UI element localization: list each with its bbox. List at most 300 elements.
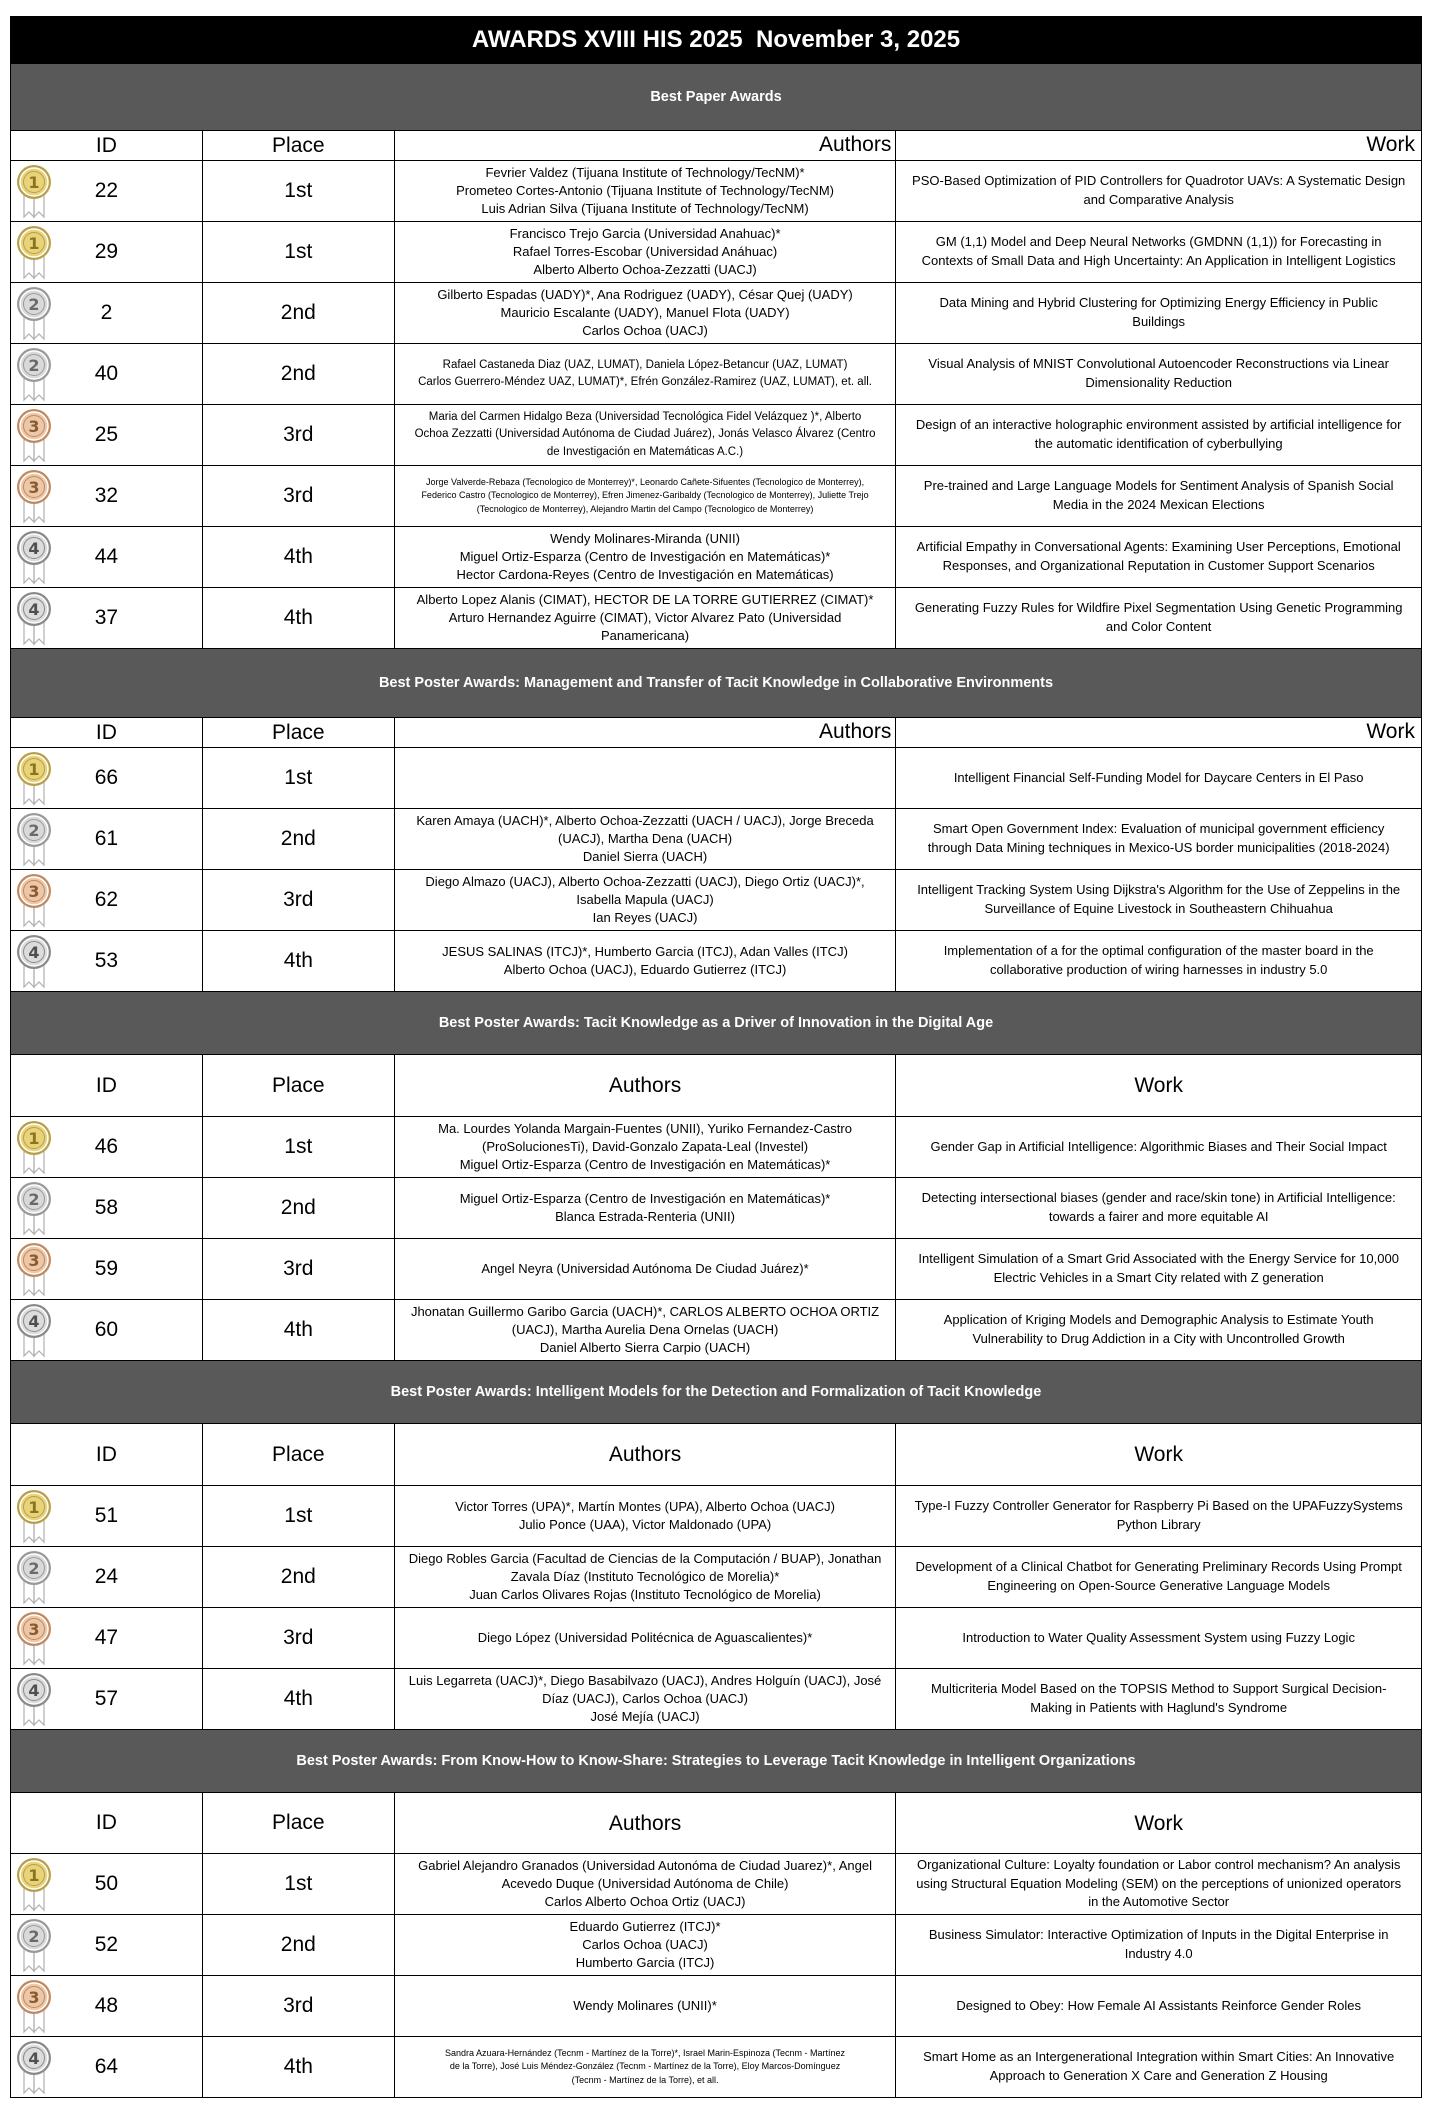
place-cell: 3rd — [203, 870, 395, 931]
authors-cell — [395, 222, 897, 283]
id-cell — [11, 1669, 203, 1730]
work-title-line: towards a fairer and more equitable AI — [1048, 1209, 1269, 1224]
svg-text:1: 1 — [28, 1498, 40, 1517]
table-row — [10, 1669, 1422, 1730]
authors-cell — [395, 161, 897, 222]
column-header-place: Place — [203, 1424, 395, 1486]
work-title-line: and Comparative Analysis — [1083, 192, 1234, 207]
work-title-line: Data Mining and Hybrid Clustering for Optimizing Energy Efficiency in Public — [939, 295, 1378, 311]
author-line: Daniel Sierra (UACH) — [582, 849, 708, 865]
table-row — [10, 2037, 1422, 2098]
paper-id: 32 — [94, 484, 119, 507]
work-cell — [896, 1547, 1422, 1608]
medal-icon-rank-1 — [15, 1119, 53, 1175]
authors-cell — [395, 588, 897, 649]
svg-text:4: 4 — [28, 600, 40, 619]
place-cell: 2nd — [203, 1915, 395, 1976]
authors-cell — [395, 931, 897, 992]
table-row — [10, 1608, 1422, 1669]
medal-icon-rank-4 — [15, 529, 53, 585]
svg-text:3: 3 — [28, 478, 40, 497]
work-title-line: Media in the 2024 Mexican Elections — [1052, 497, 1265, 512]
table-row — [10, 748, 1422, 809]
id-cell — [11, 588, 203, 649]
author-line: Zavala Díaz (Instituto Tecnológico de Morelia)* — [510, 1568, 780, 1584]
place-cell: 4th — [203, 527, 395, 588]
work-title-line: Approach to Generation X Care and Generation Z Housing — [989, 2068, 1328, 2083]
authors-cell — [395, 1117, 897, 1178]
author-line: José Mejía (UACJ) — [590, 1709, 700, 1725]
id-cell — [11, 748, 203, 809]
svg-text:4: 4 — [28, 943, 40, 962]
authors-cell — [395, 466, 897, 527]
svg-text:1: 1 — [28, 760, 40, 779]
medal-icon-rank-3 — [15, 1978, 53, 2034]
id-cell — [11, 1117, 203, 1178]
work-cell — [896, 809, 1422, 870]
table-row — [10, 1915, 1422, 1976]
authors-cell — [395, 748, 897, 809]
work-title-line: Development of a Clinical Chatbot for Generating Preliminary Records Using Prompt — [915, 1559, 1402, 1575]
place-cell: 1st — [203, 1854, 395, 1915]
author-line: Gilberto Espadas (UADY)*, Ana Rodriguez (UADY), César Quej (UADY) — [437, 286, 853, 302]
svg-text:2: 2 — [28, 1190, 40, 1209]
paper-id: 64 — [94, 2055, 119, 2078]
authors-cell — [395, 1239, 897, 1300]
id-cell — [11, 1486, 203, 1547]
column-header-authors: Authors — [395, 1793, 897, 1854]
svg-text:3: 3 — [28, 1251, 40, 1270]
author-line: (UACJ), Martha Aurelia Dena Ornelas (UACH) — [511, 1321, 779, 1337]
authors-cell — [395, 1608, 897, 1669]
work-title-line: collaborative production of wiring harnesses in industry 5.0 — [989, 962, 1328, 977]
author-line: Carlos Alberto Ochoa Ortiz (UACJ) — [544, 1894, 746, 1910]
id-cell — [11, 931, 203, 992]
authors-cell — [395, 1547, 897, 1608]
work-title-line: Intelligent Simulation of a Smart Grid Associated with the Energy Service for 10,000 — [918, 1251, 1399, 1267]
work-title-line: Responses, and Organizational Reputation in Customer Support Scenarios — [942, 558, 1375, 573]
paper-id: 52 — [94, 1933, 119, 1956]
awards-document — [10, 16, 1422, 2098]
paper-id: 62 — [94, 888, 119, 911]
author-line: Juan Carlos Olivares Rojas (Instituto Tecnológico de Morelia) — [469, 1587, 821, 1603]
table-row — [10, 405, 1422, 466]
work-title-line: Vulnerability to Drug Addiction in a City with Uncontrolled Growth — [972, 1331, 1345, 1346]
svg-text:2: 2 — [28, 356, 40, 375]
work-title-line: Business Simulator: Interactive Optimization of Inputs in the Digital Enterprise in — [928, 1927, 1389, 1943]
medal-icon-rank-4 — [15, 2039, 53, 2095]
column-header-work: Work — [896, 1424, 1422, 1486]
work-cell — [896, 1178, 1422, 1239]
place-cell: 2nd — [203, 1547, 395, 1608]
medal-icon-rank-1 — [15, 224, 53, 280]
table-row — [10, 222, 1422, 283]
place-cell: 4th — [203, 2037, 395, 2098]
authors-cell — [395, 527, 897, 588]
work-title-line: Artificial Empathy in Conversational Agents: Examining User Perceptions, Emotional — [916, 539, 1401, 555]
authors-cell — [395, 1976, 897, 2037]
medal-icon-rank-2 — [15, 1180, 53, 1236]
award-sections — [10, 64, 1422, 2098]
author-line: Angel Neyra (Universidad Autónoma De Ciudad Juárez)* — [481, 1260, 809, 1276]
work-cell — [896, 466, 1422, 527]
id-cell — [11, 1915, 203, 1976]
table-row — [10, 1854, 1422, 1915]
work-title-line: PSO-Based Optimization of PID Controllers for Quadrotor UAVs: A Systematic Design — [912, 173, 1406, 189]
svg-text:3: 3 — [28, 417, 40, 436]
author-line: Carlos Guerrero-Méndez UAZ, LUMAT)*, Efrén González-Ramirez (UAZ, LUMAT), et. all. — [418, 376, 872, 388]
id-cell — [11, 1976, 203, 2037]
work-title-line: Multicriteria Model Based on the TOPSIS Method to Support Surgical Decision- — [930, 1681, 1387, 1697]
table-row — [10, 1117, 1422, 1178]
paper-id: 51 — [94, 1504, 119, 1527]
work-cell — [896, 1976, 1422, 2037]
paper-id: 29 — [94, 240, 119, 263]
svg-text:3: 3 — [28, 1620, 40, 1639]
author-line: Rafael Torres-Escobar (Universidad Anáhuac) — [512, 243, 778, 259]
work-title-line: Python Library — [1116, 1517, 1201, 1532]
table-row — [10, 283, 1422, 344]
work-title-line: using Structural Equation Modeling (SEM) on the perceptions of unionized operators — [916, 1875, 1402, 1891]
author-line: Ma. Lourdes Yolanda Margain-Fuentes (UNII), Yuriko Fernandez-Castro — [438, 1120, 852, 1136]
work-title-line: through Data Mining techniques in Mexico-US border municipalities (2018-2024) — [927, 840, 1390, 855]
section-heading: Best Poster Awards: Tacit Knowledge as a Driver of Innovation in the Digital Age — [10, 992, 1422, 1055]
work-title-line: Gender Gap in Artificial Intelligence: Algorithmic Biases and Their Social Impact — [930, 1138, 1387, 1154]
work-title-line: Introduction to Water Quality Assessment System using Fuzzy Logic — [962, 1629, 1355, 1645]
place-cell: 2nd — [203, 283, 395, 344]
work-cell — [896, 1608, 1422, 1669]
author-line: Miguel Ortiz-Esparza (Centro de Investigación en Matemáticas)* — [459, 1157, 831, 1173]
author-line: (Tecnm - Martínez de la Torre), et all. — [571, 2074, 719, 2085]
author-line: Maria del Carmen Hidalgo Beza (Universidad Tecnológica Fidel Velázquez )*, Alberto — [428, 411, 862, 424]
author-line: de la Torre), José Luis Méndez-González (Tecnm - Martínez de la Torre), Eloy Marcos-Domínguez — [449, 2061, 841, 2072]
work-title-line: in the Automotive Sector — [1088, 1894, 1230, 1910]
paper-id: 44 — [94, 545, 119, 568]
work-title-line: Contexts of Small Data and High Uncertainty: An Application in Intelligent Logistics — [921, 253, 1396, 268]
svg-text:4: 4 — [28, 539, 40, 558]
page-title: AWARDS XVIII HIS 2025 November 3, 2025 — [10, 16, 1422, 64]
work-cell — [896, 1117, 1422, 1178]
authors-cell — [395, 809, 897, 870]
work-cell — [896, 1239, 1422, 1300]
work-cell — [896, 1854, 1422, 1915]
medal-icon-rank-2 — [15, 1917, 53, 1973]
column-header-id: ID — [11, 1793, 203, 1854]
id-cell — [11, 405, 203, 466]
work-cell — [896, 344, 1422, 405]
author-line: Miguel Ortiz-Esparza (Centro de Investigación en Matemáticas)* — [459, 1190, 831, 1206]
work-title-line: Industry 4.0 — [1124, 1946, 1193, 1961]
author-line: Karen Amaya (UACH)*, Alberto Ochoa-Zezzatti (UACH / UACJ), Jorge Breceda — [416, 812, 874, 828]
table-row — [10, 344, 1422, 405]
table-row — [10, 1547, 1422, 1608]
author-line: Wendy Molinares-Miranda (UNII) — [550, 530, 740, 546]
medal-icon-rank-3 — [15, 872, 53, 928]
work-title-line: Engineering on Open-Source Generative Language Models — [987, 1578, 1330, 1593]
author-line: Diego López (Universidad Politécnica de Aguascalientes)* — [477, 1629, 813, 1645]
work-title-line: Implementation of a for the optimal configuration of the master board in the — [943, 943, 1374, 959]
id-cell — [11, 1239, 203, 1300]
authors-cell — [395, 1486, 897, 1547]
column-header-id: ID — [11, 131, 203, 161]
work-cell — [896, 161, 1422, 222]
paper-id: 59 — [94, 1257, 119, 1280]
svg-text:3: 3 — [28, 1988, 40, 2007]
work-title-line: Making in Patients with Haglund's Syndrome — [1030, 1700, 1288, 1715]
id-cell — [11, 1608, 203, 1669]
work-cell — [896, 1300, 1422, 1361]
section-heading: Best Poster Awards: Intelligent Models for the Detection and Formalization of Tacit Knowledge — [10, 1361, 1422, 1424]
medal-icon-rank-4 — [15, 1302, 53, 1358]
place-cell: 1st — [203, 161, 395, 222]
author-line: (ProSolucionesTi), David-Gonzalo Zapata-Leal (Investel) — [481, 1138, 809, 1154]
author-line: de Investigación en Matemáticas A.C.) — [546, 445, 744, 458]
id-cell — [11, 1178, 203, 1239]
column-header-id: ID — [11, 718, 203, 748]
work-title-line: Electric Vehicles in a Smart City related with Z generation — [993, 1270, 1324, 1285]
place-cell: 1st — [203, 1486, 395, 1547]
place-cell: 2nd — [203, 809, 395, 870]
column-header-work: Work — [896, 718, 1422, 748]
paper-id: 58 — [94, 1196, 119, 1219]
table-row — [10, 1239, 1422, 1300]
authors-cell — [395, 1915, 897, 1976]
work-cell — [896, 405, 1422, 466]
author-line: Carlos Ochoa (UACJ) — [582, 323, 708, 339]
authors-cell — [395, 344, 897, 405]
paper-id: 53 — [94, 949, 119, 972]
author-line: Eduardo Gutierrez (ITCJ)* — [569, 1918, 721, 1934]
paper-id: 61 — [94, 827, 119, 850]
authors-cell — [395, 405, 897, 466]
work-title-line: Smart Open Government Index: Evaluation of municipal government efficiency — [932, 821, 1385, 837]
work-title-line: Design of an interactive holographic environment assisted by artificial intelligence for — [915, 417, 1402, 433]
author-line: JESUS SALINAS (ITCJ)*, Humberto Garcia (ITCJ), Adan Valles (ITCJ) — [442, 943, 848, 959]
table-row — [10, 527, 1422, 588]
medal-icon-rank-4 — [15, 1671, 53, 1727]
paper-id: 57 — [94, 1687, 119, 1710]
work-title-line: Type-I Fuzzy Controller Generator for Raspberry Pi Based on the UPAFuzzySystems — [914, 1498, 1403, 1514]
svg-text:4: 4 — [28, 1312, 40, 1331]
work-cell — [896, 2037, 1422, 2098]
work-cell — [896, 870, 1422, 931]
table-row — [10, 588, 1422, 649]
paper-id: 24 — [94, 1565, 119, 1588]
work-title-line: Organizational Culture: Loyalty foundation or Labor control mechanism? An analysis — [916, 1856, 1401, 1872]
id-cell — [11, 1547, 203, 1608]
author-line: Ochoa Zezzatti (Universidad Autónoma de Ciudad Juárez), Jonás Velasco Álvarez (Centro — [414, 428, 876, 441]
author-line: (UACJ), Martha Dena (UACH) — [557, 830, 733, 846]
place-cell: 2nd — [203, 344, 395, 405]
id-cell — [11, 870, 203, 931]
id-cell — [11, 527, 203, 588]
paper-id: 25 — [94, 423, 119, 446]
paper-id: 37 — [94, 606, 119, 629]
column-header-authors: Authors — [395, 131, 897, 161]
svg-text:1: 1 — [28, 1866, 40, 1885]
work-title-line: Visual Analysis of MNIST Convolutional Autoencoder Reconstructions via Linear — [928, 356, 1389, 372]
column-header-authors: Authors — [395, 718, 897, 748]
column-header-place: Place — [203, 1793, 395, 1854]
author-line: Alberto Ochoa (UACJ), Eduardo Gutierrez (ITCJ) — [503, 962, 787, 977]
authors-cell — [395, 1178, 897, 1239]
table-row — [10, 466, 1422, 527]
work-title-line: Application of Kriging Models and Demographic Analysis to Estimate Youth — [943, 1312, 1374, 1328]
work-cell — [896, 527, 1422, 588]
work-title-line: Smart Home as an Intergenerational Integration within Smart Cities: An Innovative — [923, 2049, 1395, 2065]
author-line: Díaz (UACJ), Carlos Ochoa (UACJ) — [542, 1690, 748, 1706]
author-line: Daniel Alberto Sierra Carpio (UACH) — [539, 1340, 751, 1356]
author-line: Rafael Castaneda Diaz (UAZ, LUMAT), Daniela López-Betancur (UAZ, LUMAT) — [442, 358, 848, 371]
svg-text:3: 3 — [28, 882, 40, 901]
work-cell — [896, 748, 1422, 809]
section-heading: Best Poster Awards: Management and Transfer of Tacit Knowledge in Collaborative Environments — [10, 649, 1422, 718]
table-row — [10, 1976, 1422, 2037]
table-row — [10, 161, 1422, 222]
place-cell: 3rd — [203, 405, 395, 466]
work-title-line: Buildings — [1132, 314, 1186, 329]
paper-id: 48 — [94, 1994, 119, 2017]
author-line: Isabella Mapula (UACJ) — [576, 891, 714, 907]
author-line: Jorge Valverde-Rebaza (Tecnologico de Monterrey)*, Leonardo Cañete-Sifuentes (Tecnologico de Monterrey), — [426, 476, 865, 487]
work-cell — [896, 1915, 1422, 1976]
work-title-line: Detecting intersectional biases (gender and race/skin tone) in Artificial Intelligence: — [921, 1190, 1396, 1206]
author-line: Francisco Trejo Garcia (Universidad Anahuac)* — [509, 225, 781, 241]
paper-id: 2 — [100, 301, 113, 324]
column-header-row — [10, 131, 1422, 161]
authors-cell — [395, 1854, 897, 1915]
place-cell: 2nd — [203, 1178, 395, 1239]
place-cell: 1st — [203, 222, 395, 283]
medal-icon-rank-1 — [15, 163, 53, 219]
medal-icon-rank-2 — [15, 346, 53, 402]
work-title-line: and Color Content — [1105, 619, 1212, 634]
medal-icon-rank-1 — [15, 1856, 53, 1912]
place-cell: 3rd — [203, 1239, 395, 1300]
author-line: Hector Cardona-Reyes (Centro de Investigación en Matemáticas) — [456, 567, 834, 583]
authors-cell — [395, 1300, 897, 1361]
author-line: Victor Torres (UPA)*, Martín Montes (UPA), Alberto Ochoa (UACJ) — [455, 1498, 835, 1514]
svg-text:1: 1 — [28, 173, 40, 192]
id-cell — [11, 2037, 203, 2098]
id-cell — [11, 466, 203, 527]
work-title-line: the automatic identification of cyberbullying — [1034, 436, 1283, 451]
paper-id: 50 — [94, 1872, 119, 1895]
medal-icon-rank-1 — [15, 1488, 53, 1544]
paper-id: 40 — [94, 362, 119, 385]
paper-id: 22 — [94, 179, 119, 202]
author-line: Blanca Estrada-Renteria (UNII) — [555, 1209, 735, 1224]
svg-text:4: 4 — [28, 2049, 40, 2068]
table-row — [10, 1300, 1422, 1361]
column-header-row — [10, 718, 1422, 748]
medal-icon-rank-2 — [15, 811, 53, 867]
work-title-line: Surveillance of Equine Livestock in Southeastern Chihuahua — [984, 901, 1333, 916]
authors-cell — [395, 870, 897, 931]
work-title-line: Pre-trained and Large Language Models for Sentiment Analysis of Spanish Social — [923, 478, 1394, 494]
author-line: Federico Castro (Tecnologico de Monterrey), Efren Jimenez-Garibaldy (Tecnologico de Monterrey), Juliette Trejo — [421, 490, 869, 501]
medal-icon-rank-3 — [15, 468, 53, 524]
id-cell — [11, 161, 203, 222]
author-line: Jhonatan Guillermo Garibo Garcia (UACH)*, CARLOS ALBERTO OCHOA ORTIZ — [410, 1303, 880, 1319]
svg-text:2: 2 — [28, 1927, 40, 1946]
table-row — [10, 809, 1422, 870]
paper-id: 66 — [94, 766, 119, 789]
id-cell — [11, 1854, 203, 1915]
author-line: Mauricio Escalante (UADY), Manuel Flota (UADY) — [500, 304, 790, 320]
author-line: Ian Reyes (UACJ) — [592, 910, 698, 926]
column-header-row — [10, 1055, 1422, 1117]
medal-icon-rank-3 — [15, 407, 53, 463]
paper-id: 46 — [94, 1135, 119, 1158]
author-line: Wendy Molinares (UNII)* — [573, 1997, 717, 2013]
column-header-place: Place — [203, 718, 395, 748]
paper-id: 60 — [94, 1318, 119, 1341]
place-cell: 3rd — [203, 466, 395, 527]
column-header-place: Place — [203, 131, 395, 161]
column-header-id: ID — [11, 1055, 203, 1117]
author-line: Alberto Lopez Alanis (CIMAT), HECTOR DE LA TORRE GUTIERREZ (CIMAT)* — [416, 591, 874, 607]
section-heading: Best Poster Awards: From Know-How to Know-Share: Strategies to Leverage Tacit Knowledge in Intelligent Organizations — [10, 1730, 1422, 1793]
column-header-row — [10, 1793, 1422, 1854]
id-cell — [11, 222, 203, 283]
work-title-line: Intelligent Tracking System Using Dijkstra's Algorithm for the Use of Zeppelins in the — [917, 882, 1401, 898]
column-header-authors: Authors — [395, 1424, 897, 1486]
work-cell — [896, 931, 1422, 992]
id-cell — [11, 344, 203, 405]
medal-icon-rank-4 — [15, 590, 53, 646]
author-line: Panamericana) — [600, 628, 690, 644]
id-cell — [11, 1300, 203, 1361]
id-cell — [11, 283, 203, 344]
paper-id: 47 — [94, 1626, 119, 1649]
place-cell: 4th — [203, 1669, 395, 1730]
work-cell — [896, 1486, 1422, 1547]
author-line: Sandra Azuara-Hernández (Tecnm - Martínez de la Torre)*, Israel Marin-Espinoza (Tecnm - Martínez — [445, 2047, 846, 2058]
author-line: Alberto Alberto Ochoa-Zezzatti (UACJ) — [533, 262, 757, 278]
work-cell — [896, 283, 1422, 344]
medal-icon-rank-3 — [15, 1610, 53, 1666]
place-cell: 3rd — [203, 1608, 395, 1669]
section-heading: Best Paper Awards — [10, 64, 1422, 131]
author-line: Prometeo Cortes-Antonio (Tijuana Institute of Technology/TecNM) — [456, 182, 834, 198]
medal-icon-rank-2 — [15, 1549, 53, 1605]
place-cell: 3rd — [203, 1976, 395, 2037]
place-cell: 4th — [203, 931, 395, 992]
id-cell — [11, 809, 203, 870]
column-header-place: Place — [203, 1055, 395, 1117]
author-line: Acevedo Duque (Universidad Autónoma de Chile) — [501, 1875, 789, 1891]
medal-icon-rank-3 — [15, 1241, 53, 1297]
authors-cell — [395, 2037, 897, 2098]
author-line: Luis Legarreta (UACJ)*, Diego Basabilvazo (UACJ), Andres Holguín (UACJ), José — [408, 1672, 882, 1688]
work-cell — [896, 222, 1422, 283]
medal-icon-rank-1 — [15, 750, 53, 806]
work-title-line: Intelligent Financial Self-Funding Model for Daycare Centers in El Paso — [953, 769, 1364, 785]
medal-icon-rank-2 — [15, 285, 53, 341]
column-header-row — [10, 1424, 1422, 1486]
author-line: (Tecnologico de Monterrey), Alejandro Martin del Campo (Tecnologico de Monterrey) — [476, 503, 814, 514]
svg-text:1: 1 — [28, 1129, 40, 1148]
author-line: Arturo Hernandez Aguirre (CIMAT), Victor Alvarez Pato (Universidad — [448, 609, 842, 625]
author-line: Diego Almazo (UACJ), Alberto Ochoa-Zezzatti (UACJ), Diego Ortiz (UACJ)*, — [425, 873, 865, 889]
author-line: Luis Adrian Silva (Tijuana Institute of Technology/TecNM) — [481, 201, 809, 217]
place-cell: 1st — [203, 748, 395, 809]
table-row — [10, 870, 1422, 931]
svg-text:2: 2 — [28, 821, 40, 840]
svg-text:2: 2 — [28, 295, 40, 314]
column-header-work: Work — [896, 1055, 1422, 1117]
